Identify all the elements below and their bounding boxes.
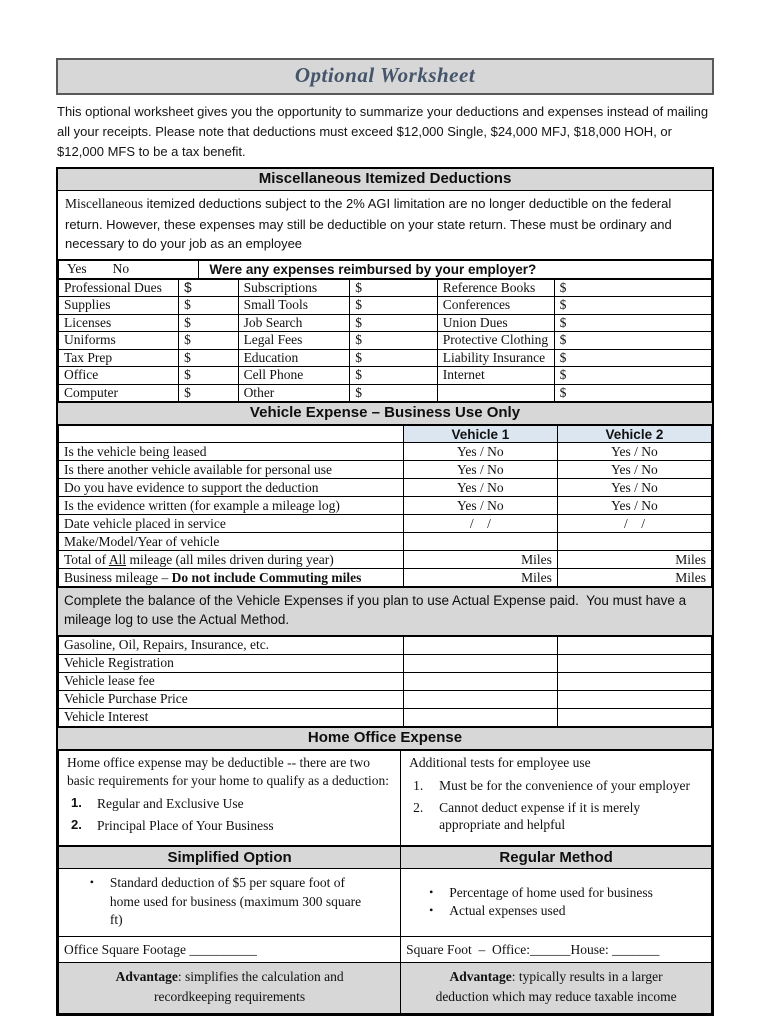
simplified-option-header: Simplified Option [59,847,401,869]
advantage-label: Advantage [115,969,178,985]
deduction-label: Tax Prep [59,349,179,367]
vehicle2-yes-no-field[interactable]: Yes / No [557,461,711,479]
vehicle2-expense-field[interactable] [557,708,711,726]
reimbursed-question-row [58,260,712,279]
bullet-icon: • [429,902,434,917]
table-row [59,569,712,587]
table-row [59,367,712,385]
regular-advantage-cell: Advantage: typically results in a larger deduction which may reduce taxable income [401,963,712,1014]
table-row [59,314,712,332]
page-title: Optional Worksheet [294,63,476,87]
table-row [59,332,712,350]
dollar-sign: $ [559,297,567,313]
vehicle2-yes-no-field[interactable]: Yes / No [557,497,711,515]
dollar-sign: $ [355,279,362,295]
deduction-label: Uniforms [59,332,179,350]
table-row [59,533,712,551]
home-office-left-column [59,750,401,846]
table-row [59,672,712,690]
vehicle1-yes-no-field[interactable]: Yes / No [403,479,557,497]
expense-label: Vehicle lease fee [59,672,404,690]
table-row [59,279,712,297]
deduction-amount-field[interactable] [554,332,711,350]
deduction-label: Internet [437,367,554,385]
deduction-label: Conferences [437,297,554,315]
dollar-sign: $ [184,384,191,400]
date-in-service-label: Date vehicle placed in service [59,515,404,533]
home-office-left-intro: Home office expense may be deductible -- there are two basic requirements for your home to qualify as a deduction: [67,754,390,789]
home-office-section-header: Home Office Expense [58,727,712,750]
expense-label: Gasoline, Oil, Repairs, Insurance, etc. [59,636,404,654]
deduction-amount-field[interactable] [554,367,711,385]
table-row [59,654,712,672]
vehicle-question-label: Is there another vehicle available for personal use [59,461,404,479]
deduction-label: Professional Dues [59,279,179,297]
deduction-label: Legal Fees [238,332,350,350]
misc-deductions-table [58,279,712,403]
vehicle2-expense-field[interactable] [557,636,711,654]
home-office-right-intro: Additional tests for employee use [409,754,591,770]
deduction-amount-field[interactable] [350,332,438,350]
home-office-right-column [401,750,712,846]
dollar-sign: $ [184,297,191,313]
deduction-label: Small Tools [238,297,350,315]
deduction-amount-field[interactable] [179,279,238,297]
advantage-row [59,963,712,1014]
dollar-sign: $ [355,332,362,348]
deduction-label: Subscriptions [238,279,350,297]
deduction-label: Supplies [59,297,179,315]
vehicle-question-label: Do you have evidence to support the deduction [59,479,404,497]
business-mileage-label: Business mileage – Do not include Commuting miles [59,569,404,587]
list-item: 1. Regular and Exclusive Use [71,795,244,812]
vehicle-header-spacer [59,426,404,443]
expense-label: Vehicle Purchase Price [59,690,404,708]
vehicle1-yes-no-field[interactable]: Yes / No [403,497,557,515]
reimbursed-yes-option[interactable]: Yes [67,261,87,277]
list-item: 1. Must be for the convenience of your employer [413,778,690,794]
vehicle-question-label: Is the vehicle being leased [59,443,404,461]
deduction-label: Office [59,367,179,385]
home-office-methods [58,846,712,1014]
table-row [59,515,712,533]
worksheet-body [56,167,714,1016]
deduction-amount-field[interactable] [554,279,711,297]
deduction-amount-field[interactable] [350,297,438,315]
vehicle2-business-miles-field[interactable]: Miles [557,569,711,587]
vehicle-column-header-row [59,426,712,443]
vehicle-question-label: Is the evidence written (for example a mileage log) [59,497,404,515]
deduction-amount-field[interactable] [554,314,711,332]
vehicle1-expense-field[interactable] [403,654,557,672]
table-row [59,349,712,367]
dollar-sign: $ [355,367,362,383]
vehicle1-expense-field[interactable] [403,690,557,708]
table-row [59,297,712,315]
deduction-label: Education [238,349,350,367]
deduction-label: Liability Insurance [437,349,554,367]
deduction-label: Protective Clothing [437,332,554,350]
dollar-sign: $ [184,367,191,383]
worksheet-page [56,58,714,1016]
deduction-label: Licenses [59,314,179,332]
vehicle1-expense-field[interactable] [403,672,557,690]
deduction-amount-field[interactable] [179,314,238,332]
method-details-row [59,869,712,937]
misc-note-text: itemized deductions subject to the 2% AGI limitation are no longer deductible on the federal return. However, these expenses may still be deductible on your state return. These must be ordinary and necessary to do your job as an employee [65,196,672,252]
dollar-sign: $ [355,384,362,400]
deduction-label: Other [238,384,350,402]
dollar-sign: $ [559,332,567,348]
deduction-amount-field[interactable] [350,314,438,332]
deduction-label: Cell Phone [238,367,350,385]
table-row [59,497,712,515]
vehicle1-yes-no-field[interactable]: Yes / No [403,461,557,479]
list-item: • Actual expenses used [429,902,683,920]
regular-method-header: Regular Method [401,847,712,869]
home-office-requirements [58,750,712,847]
vehicle1-expense-field[interactable] [403,708,557,726]
vehicle1-date-field[interactable]: / / [403,515,557,533]
office-square-footage-label: Office Square Footage [64,941,186,957]
table-row [59,384,712,402]
misc-deductions-section-header: Miscellaneous Itemized Deductions [58,169,712,191]
vehicle2-expense-field[interactable] [557,654,711,672]
square-foot-house-blank[interactable]: _______ [608,941,660,957]
dollar-sign: $ [184,314,191,330]
vehicle2-yes-no-field[interactable]: Yes / No [557,443,711,461]
reimbursed-no-option[interactable]: No [112,261,130,277]
regular-method-details [401,869,712,937]
dollar-sign: $ [355,349,362,365]
reimbursed-question-label: Were any expenses reimbursed by your employer? [199,260,712,278]
page-title-box [56,58,714,95]
vehicle1-yes-no-field[interactable]: Yes / No [403,443,557,461]
vehicle1-total-miles-field[interactable]: Miles [403,551,557,569]
table-row [59,708,712,726]
deduction-amount-field[interactable] [179,367,238,385]
deduction-amount-field[interactable] [350,367,438,385]
vehicle1-make-field[interactable] [403,533,557,551]
dollar-sign: $ [184,349,191,365]
deduction-label: Union Dues [437,314,554,332]
deduction-amount-field[interactable] [350,384,438,402]
list-item: 2. Principal Place of Your Business [71,816,274,833]
expense-label: Vehicle Interest [59,708,404,726]
square-foot-office-label: Square Foot – Office: [406,941,531,957]
dollar-sign: $ [559,367,567,383]
intro-text: This optional worksheet gives you the opportunity to summarize your deductions and expenses instead of mailing all your receipts. Please note that deductions must exceed $12,000 Single, $24,000 MFJ, $18,000 HOH, or $12,000 MFS to be a tax benefit. [57,104,709,160]
dollar-sign: $ [559,384,567,400]
table-row [59,636,712,654]
bullet-icon: • [89,875,94,890]
advantage-label: Advantage [449,969,512,985]
misc-note-first-word: Miscellaneous [65,196,143,212]
deduction-label: Job Search [238,314,350,332]
vehicle1-business-miles-field[interactable]: Miles [403,569,557,587]
vehicle-1-column-header: Vehicle 1 [403,426,557,443]
vehicle1-expense-field[interactable] [403,636,557,654]
dollar-sign: $ [355,297,362,313]
deduction-amount-field[interactable] [554,297,711,315]
dollar-sign: $ [184,332,191,348]
list-item: • Standard deduction of $5 per square foot of home used for business (maximum 300 square ft) [90,874,370,929]
deduction-amount-field[interactable] [179,297,238,315]
deduction-amount-field[interactable] [179,349,238,367]
expense-label: Vehicle Registration [59,654,404,672]
dollar-sign: $ [355,314,362,330]
deduction-amount-field[interactable] [350,349,438,367]
table-row [59,443,712,461]
square-foot-office-blank[interactable]: ______ [530,941,571,957]
method-header-row [59,847,712,869]
dollar-sign: $ [559,279,567,295]
table-row [59,690,712,708]
simplified-option-details [59,869,401,937]
bullet-icon: • [429,884,434,899]
simplified-advantage-cell: Advantage: simplifies the calculation and recordkeeping requirements [59,963,401,1014]
actual-expense-note: Complete the balance of the Vehicle Expenses if you plan to use Actual Expense paid. You must have a mileage log to use the Actual Method. [58,587,712,636]
make-model-year-label: Make/Model/Year of vehicle [59,533,404,551]
deduction-amount-field[interactable] [350,279,438,297]
office-square-footage-cell [59,937,401,963]
total-mileage-label: Total of All mileage (all miles driven during year) [59,551,404,569]
square-foot-house-label: House: [570,941,609,957]
vehicle2-make-field[interactable] [557,533,711,551]
dollar-sign: $ [559,314,567,330]
deduction-amount-field[interactable] [179,332,238,350]
actual-expense-table [58,636,712,727]
list-item: 2. Cannot deduct expense if it is merely appropriate and helpful [413,799,641,833]
vehicle-expense-section-header: Vehicle Expense – Business Use Only [58,402,712,425]
vehicle2-total-miles-field[interactable]: Miles [557,551,711,569]
misc-deductions-note [58,191,712,259]
table-row [59,479,712,497]
dollar-sign: $ [559,349,567,365]
reimbursed-yes-no-cell [59,260,199,278]
deduction-label [437,384,554,402]
deduction-amount-field[interactable] [179,384,238,402]
deduction-amount-field[interactable] [554,384,711,402]
table-row [59,461,712,479]
office-square-footage-blank[interactable]: __________ [189,941,257,957]
deduction-amount-field[interactable] [554,349,711,367]
vehicle2-yes-no-field[interactable]: Yes / No [557,479,711,497]
list-item: • Percentage of home used for business [429,884,683,902]
deduction-label: Reference Books [437,279,554,297]
vehicle2-date-field[interactable]: / / [557,515,711,533]
square-foot-cell [401,937,712,963]
square-footage-row [59,937,712,963]
vehicle-expense-table [58,425,712,587]
vehicle2-expense-field[interactable] [557,690,711,708]
vehicle2-expense-field[interactable] [557,672,711,690]
deduction-label: Computer [59,384,179,402]
dollar-sign: $ [184,279,192,295]
table-row [59,551,712,569]
vehicle-2-column-header: Vehicle 2 [557,426,711,443]
